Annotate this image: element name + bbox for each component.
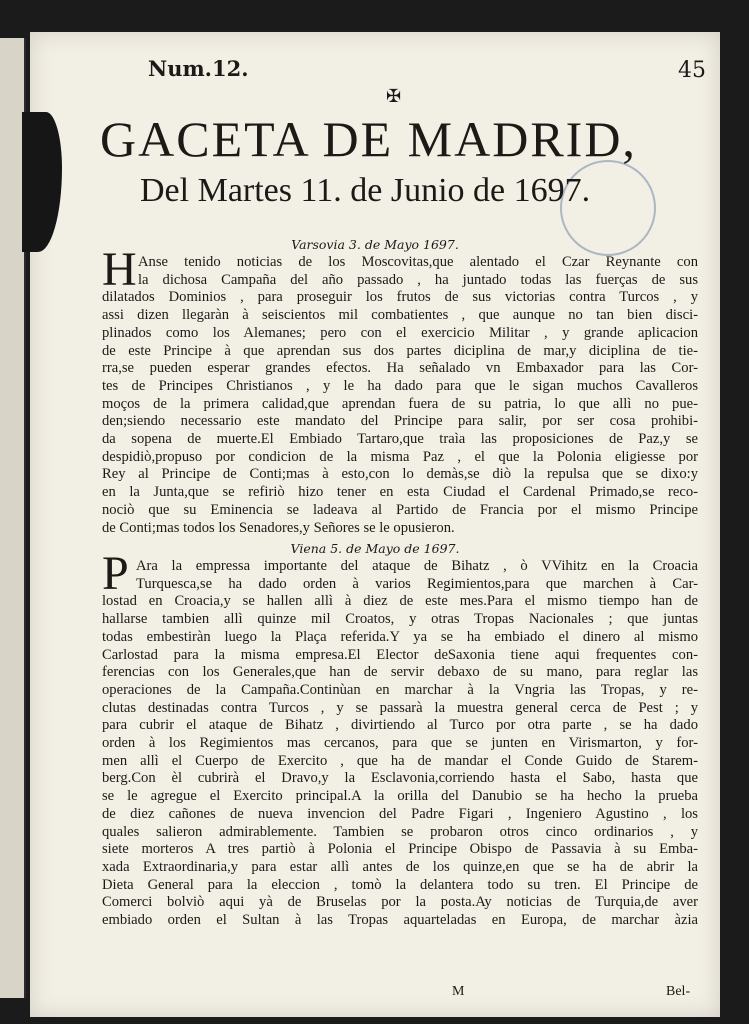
article-line: operaciones de la Campaña.Continùan en marchar à la Vngria las Tropas, y re- (102, 681, 698, 698)
masthead-title: GACETA DE MADRID, (100, 111, 637, 167)
article-line: de Conti;mas todos los Senadores,y Señores se le opusieron. (102, 519, 455, 536)
page-number: 45 (678, 58, 706, 83)
article-line: ferencias con los Generales,que han de servir debaxo de su mano, para reglar las (102, 664, 698, 681)
issue-number: Num.12. (148, 56, 249, 81)
dateline-varsovia: Varsovia 3. de Mayo 1697. (291, 237, 459, 252)
article-viena (102, 558, 698, 930)
article-line: orden à los Regimientos mas cercanos, para que se junten en Virismarton, y for- (102, 735, 698, 752)
article-line: Anse tenido noticias de los Moscovitas,que alentado el Czar Reynante con (138, 254, 698, 270)
article-line: men allì el Cuerpo de Exercito , que ha de mandar el Conde Guido de Starem- (102, 752, 698, 769)
article-line: moços de la primera calidad,que aprendan fuera de su patria, lo que allì no pue- (102, 395, 698, 412)
drop-cap: P (102, 547, 129, 600)
article-line: tes de Principes Christianos , y le ha dado para que le sigan muchos Cavalleros (102, 377, 698, 394)
article-line: Carlostad para la misma empresa.El Elector deSaxonia tiene aqui frequentes con- (102, 646, 698, 663)
article-line: despidiò,propuso por condicion de la misma Paz , el que la Polonia eligiesse por (102, 448, 698, 465)
article-line: quales salieron admirablemente. Tambien se probaron otros cinco ordinarios , y (102, 823, 698, 840)
article-line: de este Principe à que aprendan sus dos partes diciplina de mar,y diciplina de tie- (102, 342, 698, 359)
article-line: Dieta General para la eleccion , tomò la delantera todo su tren. El Principe de (102, 876, 698, 893)
article-line: siete morteros A tres partiò à Polonia el Principe Obispo de Passavia à su Emba- (102, 841, 698, 858)
article-line: de diez cañones de nueva invencion del Padre Figari , Ingeniero Agustino , los (102, 805, 698, 822)
article-line: en la Junta,que se refiriò hizo tener en esta Ciudad el Cardenal Primado,se reco- (102, 484, 698, 501)
article-line: dilatados Dominios , para proseguir los frutos de sus victorias contra Turcos , y (102, 289, 698, 306)
article-line: nociò que su Eminencia se ladeava al Partido de Francia por el mismo Principe (102, 501, 698, 518)
article-varsovia (102, 254, 698, 537)
article-line: assi dizen llegaràn à seiscientos mil combatientes , que aunque no tan bien disci- (102, 307, 698, 324)
newspaper-page (30, 32, 720, 1017)
catchword: Bel- (666, 984, 691, 999)
article-line: den;siendo necessario este mandato del Principe para salir, por ser cosa prohibi- (102, 413, 698, 430)
article-line: berg.Con èl cubrirà el Dravo,y la Esclavonia,corriendo hasta el Sabo, hasta que (102, 770, 698, 787)
masthead-date: Del Martes 11. de Junio de 1697. (140, 172, 591, 209)
article-line: Turquesca,se ha dado orden à varios Regimientos,para que marchen à Car- (136, 575, 698, 592)
article-line: Comerci bolviò aqui yà de Bruselas por la posta.Ay noticias de Turquia,de aver (102, 894, 698, 911)
signature-mark: M (452, 984, 465, 999)
article-line: todas embestiràn luego la Plaça referida.Y ya se ha embiado el dinero al mismo (102, 628, 698, 645)
article-line: se le agregue el Exercito principal.A la orilla del Danubio se ha hecho la prueba (102, 788, 698, 805)
article-line: xada Extraordinaria,y para estar allì antes de los quinze,en que se ha de abrir la (102, 858, 698, 875)
article-line: da sopena de muerte.El Embiado Tartaro,que traìa las proposiciones de Paz,y se (102, 431, 698, 448)
cross-ornament-icon: ✠ (386, 86, 402, 107)
article-line: la dichosa Campaña del año passado , ha juntado todas las fuerças de sus (138, 271, 698, 288)
article-line: Rey al Principe de Conti;mas à esto,con lo demàs,se diò la repulsa que se dixo:y (102, 466, 698, 483)
article-line: plinados como los Alemanes; pero con el exercicio Militar , y grande aplicacion (102, 324, 698, 341)
article-line: lostad en Croacia,y se hallen allì à diez de este mes.Para el mismo tiempo han de (102, 593, 698, 610)
article-line: Ara la empressa importante del ataque de Bihatz , ò VVihitz en la Croacia (136, 558, 698, 574)
drop-cap: H (102, 243, 137, 296)
article-line: embiado orden el Sultan à las Tropas aquarteladas en Europa, de marchar àzia (102, 912, 698, 929)
article-line: clutas destinadas contra Turcos , y se passarà la muestra general cerca de Pest ; y (102, 699, 698, 716)
article-line: rra,se pueden esperar grandes efectos. Ha señalado vn Embaxador para las Cor- (102, 360, 698, 377)
dateline-viena: Viena 5. de Mayo de 1697. (290, 541, 460, 556)
article-line: hallarse tambien allì quinze mil Croatos, y otras Tropas Nacionales ; que juntas (102, 611, 698, 628)
article-line: para cubrir el ataque de Bihatz , divirtiendo al Turco por otra parte , se ha dado (102, 717, 698, 734)
binding-shadow (22, 112, 62, 252)
